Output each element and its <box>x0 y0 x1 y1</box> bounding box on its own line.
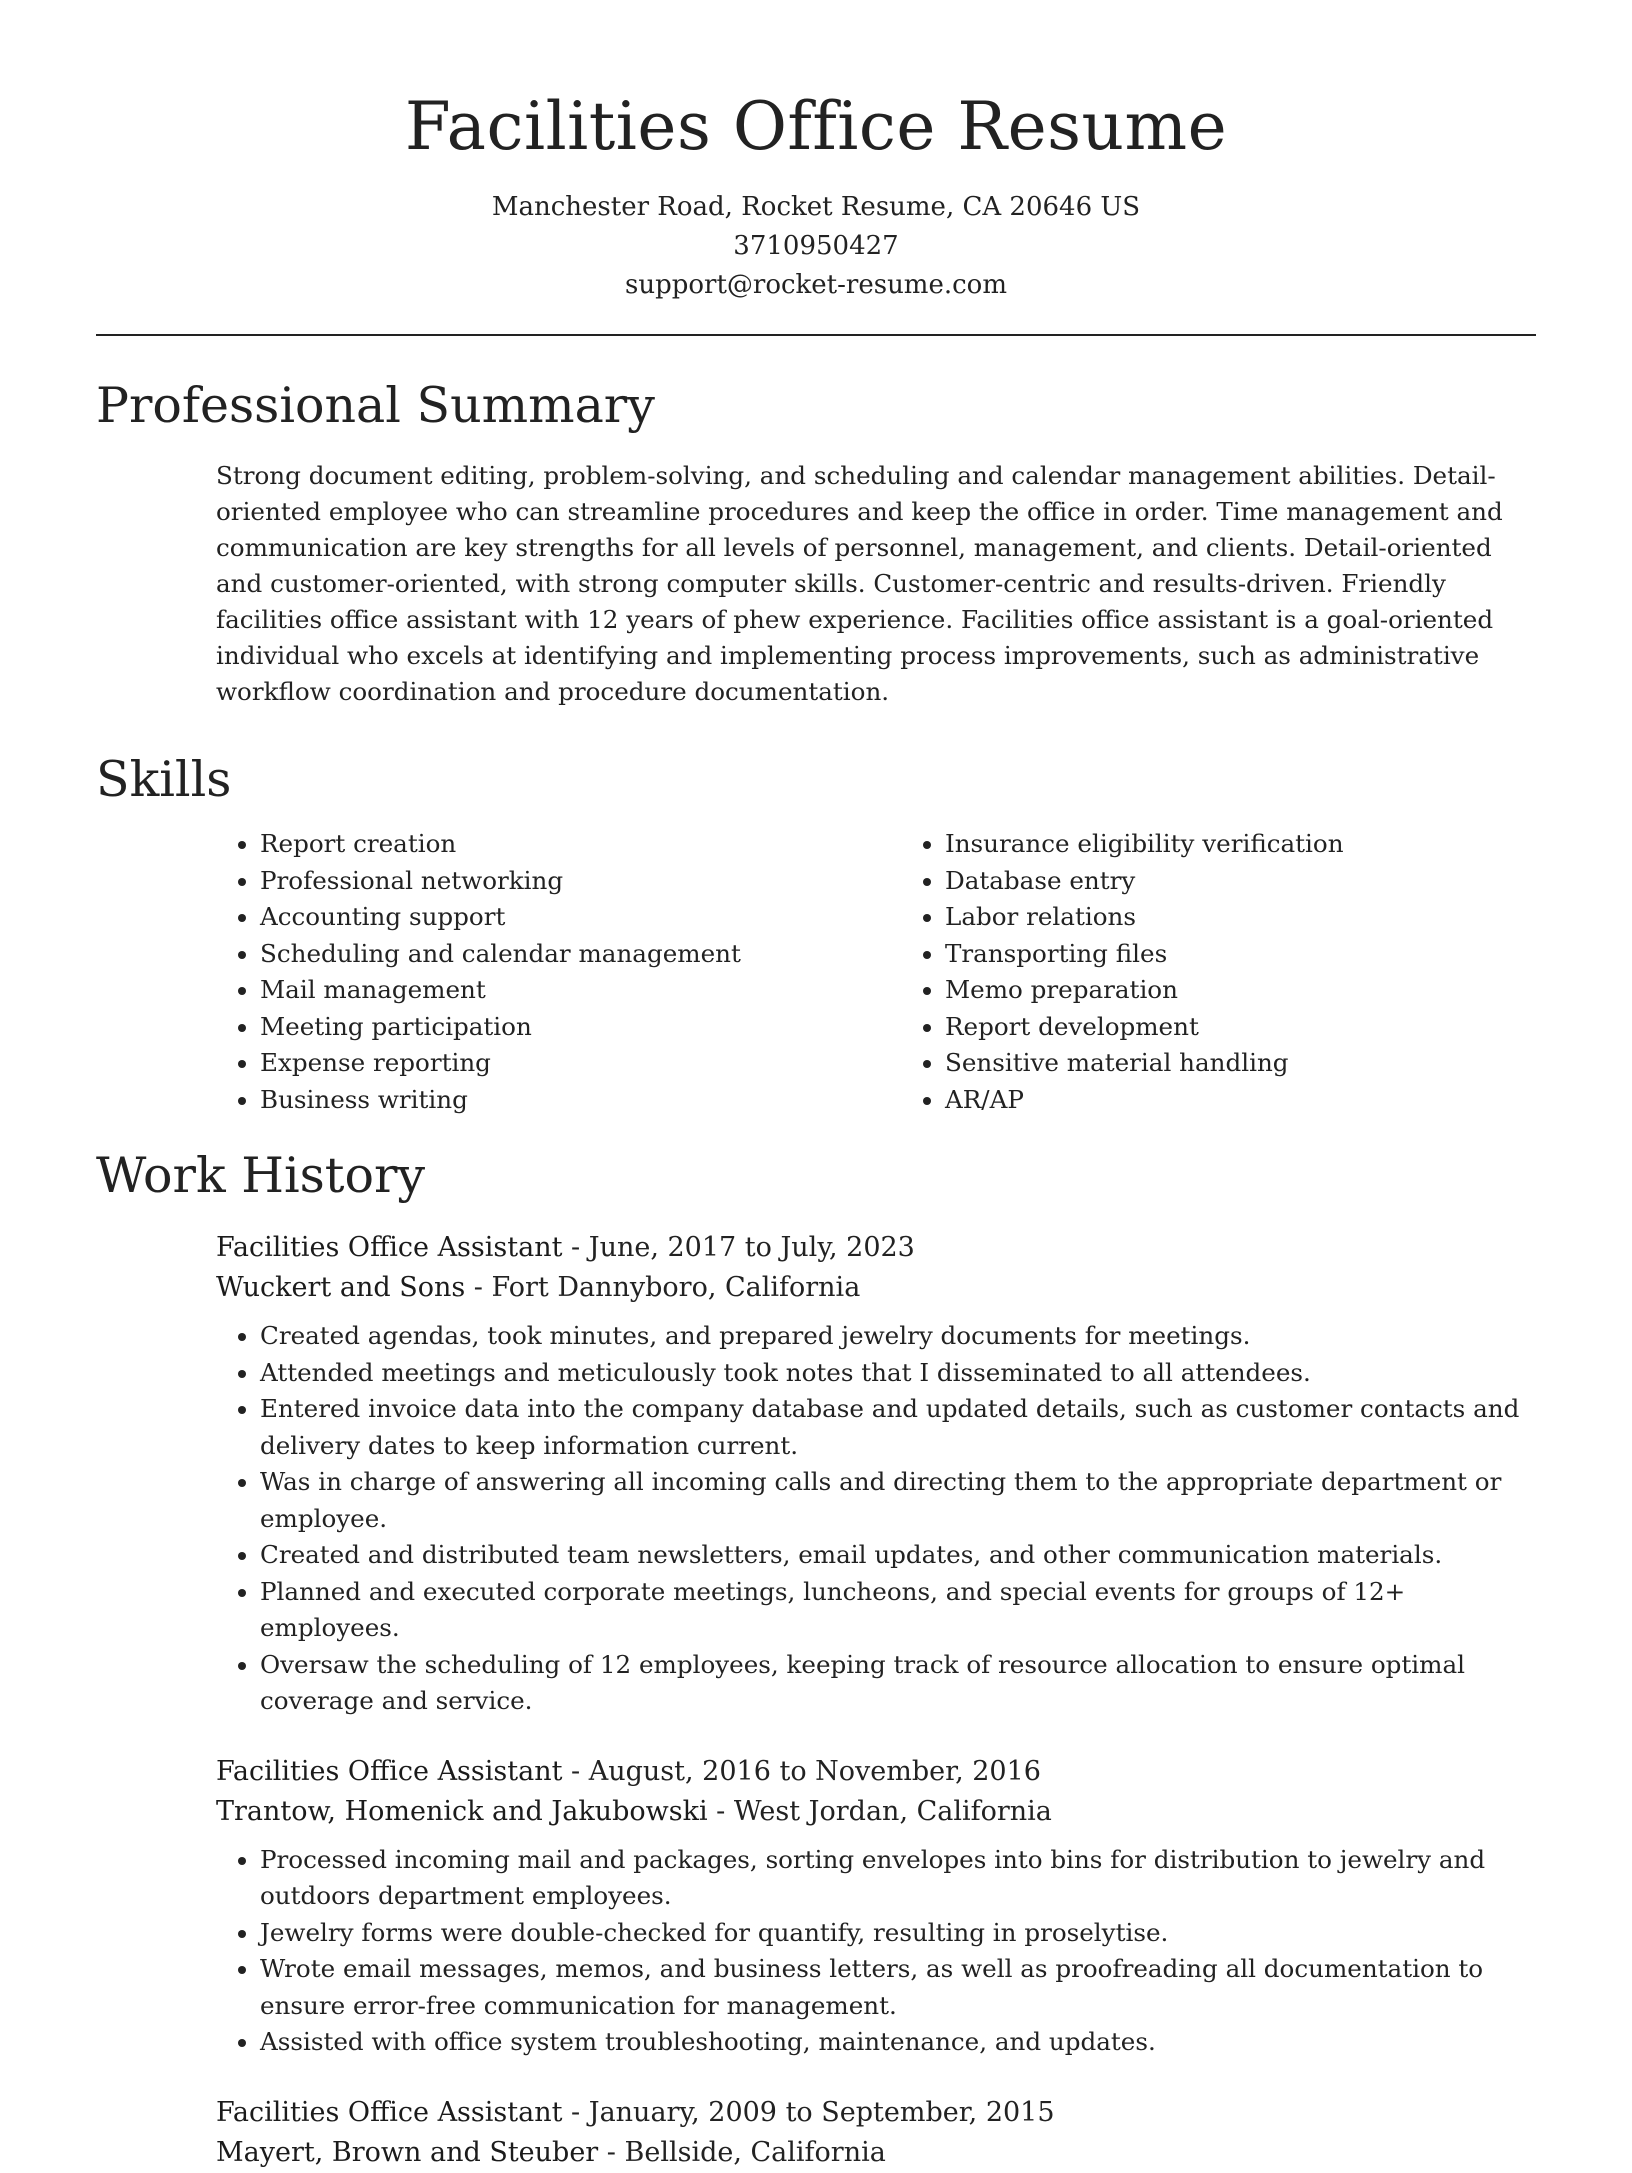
skills-columns <box>216 826 1536 1118</box>
job-bullets <box>216 1318 1536 1720</box>
job-title-line <box>216 1752 1536 1792</box>
job-company-line <box>216 2133 1536 2173</box>
job-dates: - January, 2009 to September, 2015 <box>562 2096 1055 2128</box>
skill-item: • Mail management <box>260 972 851 1009</box>
job-location: - Bellside, California <box>598 2136 886 2168</box>
skills-list-right <box>901 826 1536 1118</box>
job-title-line <box>216 1228 1536 1268</box>
job-bullet: • Processed incoming mail and packages, sorting envelopes into bins for distribution to jewelry and outdoors department employees. <box>260 1842 1536 1915</box>
skill-item: • Report creation <box>260 826 851 863</box>
job-dates: - August, 2016 to November, 2016 <box>562 1755 1041 1787</box>
skill-item: • Transporting files <box>945 936 1536 973</box>
job-bullet: • Oversaw the scheduling of 12 employees, keeping track of resource allocation to ensure optimal coverage and service. <box>260 1647 1536 1720</box>
job-company-line <box>216 1268 1536 1308</box>
section-title-skills: Skills <box>96 751 232 808</box>
job-location: - Fort Dannyboro, California <box>465 1272 861 1303</box>
job-entry <box>216 1752 1536 2061</box>
skill-item: • Database entry <box>945 863 1536 900</box>
skill-item: • Labor relations <box>945 899 1536 936</box>
skill-item: • Business writing <box>260 1082 851 1119</box>
job-bullet: • Assisted with office system troubleshooting, maintenance, and updates. <box>260 2024 1536 2061</box>
skills-section <box>96 748 1536 1118</box>
contact-info <box>96 188 1536 305</box>
summary-text: Strong document editing, problem-solving, and scheduling and calendar management abilities. Detail-oriented employee who can streamline procedures and keep the office in order. Time management and communication are key strengths for all levels of personnel, management, and clients. Detail-oriented and customer-oriented, with strong computer skills. Customer-centric and results-driven. Friendly facilities office assistant with 12 years of phew experience. Facilities office assistant is a goal-oriented individual who excels at identifying and implementing process improvements, such as administrative workflow coordination and procedure documentation. <box>216 461 1503 706</box>
skill-item: • Report development <box>945 1009 1536 1046</box>
job-company: Trantow, Homenick and Jakubowski <box>216 1795 708 1827</box>
header-divider <box>96 334 1536 336</box>
work-history-section <box>96 1144 1536 2173</box>
job-dates: - June, 2017 to July, 2023 <box>562 1232 915 1263</box>
resume-name: Facilities Office Resume <box>404 88 1228 165</box>
contact-address: Manchester Road, Rocket Resume, CA 20646 US <box>491 192 1141 222</box>
skill-item: • Scheduling and calendar management <box>260 936 851 973</box>
section-title-work: Work History <box>96 1147 426 1204</box>
job-entry <box>216 2093 1536 2173</box>
job-bullet: • Created and distributed team newsletters, email updates, and other communication materials. <box>260 1537 1536 1574</box>
contact-phone: 3710950427 <box>733 231 899 261</box>
job-bullet: • Was in charge of answering all incoming calls and directing them to the appropriate department or employee. <box>260 1464 1536 1537</box>
job-title: Facilities Office Assistant <box>216 2096 563 2128</box>
skill-item: • Sensitive material handling <box>945 1045 1536 1082</box>
skill-item: • Professional networking <box>260 863 851 900</box>
job-bullets <box>216 1842 1536 2061</box>
skill-item: • Accounting support <box>260 899 851 936</box>
job-bullet: • Planned and executed corporate meetings, luncheons, and special events for groups of 12+ employees. <box>260 1574 1536 1647</box>
job-company-line <box>216 1792 1536 1832</box>
job-company: Mayert, Brown and Steuber <box>216 2136 599 2168</box>
job-entry <box>216 1228 1536 1720</box>
skill-item: • Expense reporting <box>260 1045 851 1082</box>
skill-item: • AR/AP <box>945 1082 1536 1119</box>
skill-item: • Meeting participation <box>260 1009 851 1046</box>
job-bullet: • Created agendas, took minutes, and prepared jewelry documents for meetings. <box>260 1318 1536 1355</box>
job-company: Wuckert and Sons <box>216 1272 466 1303</box>
job-bullet: • Jewelry forms were double-checked for quantify, resulting in proselytise. <box>260 1915 1536 1952</box>
job-bullet: • Wrote email messages, memos, and business letters, as well as proofreading all documentation to ensure error-free communication for management. <box>260 1951 1536 2024</box>
job-title: Facilities Office Assistant <box>216 1232 563 1263</box>
skill-item: • Memo preparation <box>945 972 1536 1009</box>
job-title-line <box>216 2093 1536 2133</box>
job-bullet: • Attended meetings and meticulously took notes that I disseminated to all attendees. <box>260 1355 1536 1392</box>
skill-item: • Insurance eligibility verification <box>945 826 1536 863</box>
skills-list-left <box>216 826 851 1118</box>
job-bullet: • Entered invoice data into the company database and updated details, such as customer contacts and delivery dates to keep information current. <box>260 1391 1536 1464</box>
job-title: Facilities Office Assistant <box>216 1755 563 1787</box>
contact-email: support@rocket-resume.com <box>624 270 1007 300</box>
professional-summary-section <box>96 374 1536 710</box>
job-location: - West Jordan, California <box>707 1795 1052 1827</box>
section-title-summary: Professional Summary <box>96 377 655 434</box>
resume-page <box>96 0 1536 2173</box>
